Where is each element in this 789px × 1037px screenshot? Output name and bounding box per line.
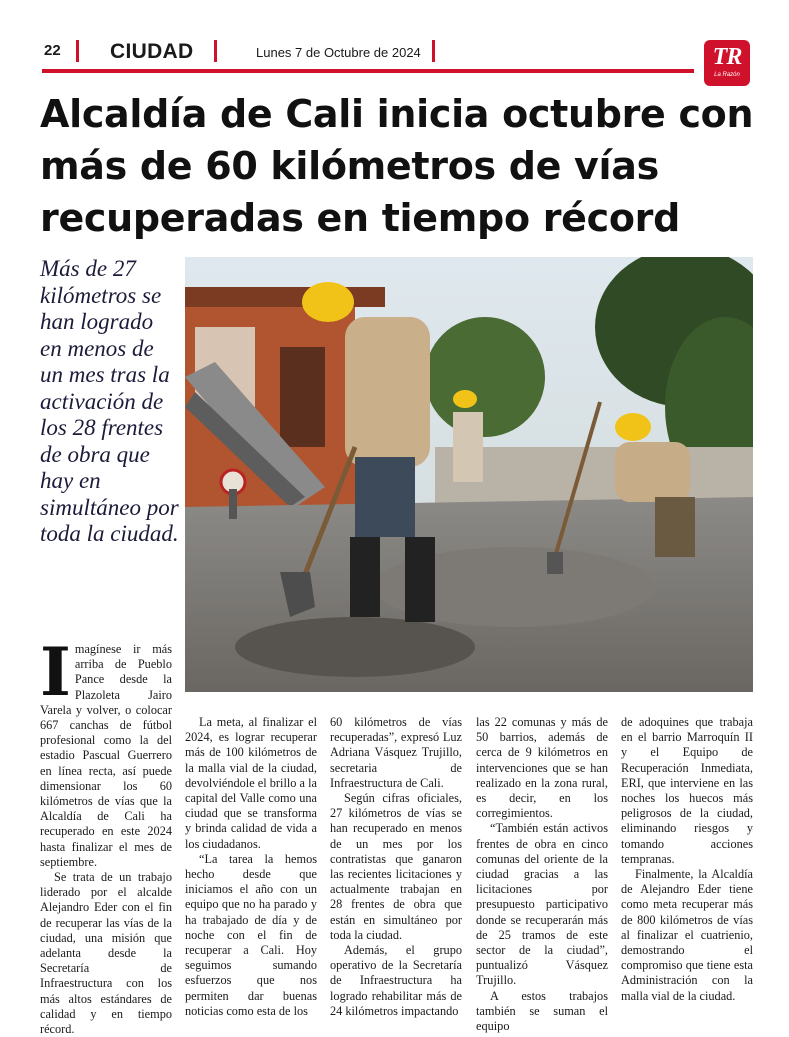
publication-logo: [704, 40, 750, 86]
header-divider: [214, 40, 217, 62]
article-lede: Más de 27 kilómetros se han logrado en menos de un mes tras la activación de los 28 frentes de obra que hay en simultáneo por toda la ciudad.: [40, 256, 179, 546]
article-paragraph: las 22 comunas y más de 50 barrios, además de cerca de 9 kilómetros en intervenciones que se han realizado en la zona rural, es decir, en los corregimientos.: [476, 715, 608, 821]
article-paragraph: magínese ir más arriba de Pueblo Pance desde la Plazoleta Jairo Varela y volver, o colocar 667 canchas de fútbol profesional como la del estadio Pascual Guerrero en línea recta, así puede dimensionar los 60 kilómetros de vías que la Alcaldía de Cali ha recuperado en este 2024 hasta finalizar el mes de septiembre.: [40, 642, 172, 869]
header-rule: [42, 69, 694, 73]
header-divider: [432, 40, 435, 62]
logo-mark: TR: [712, 44, 742, 70]
article-paragraph: A estos trabajos también se suman el equipo: [476, 988, 608, 1034]
article-paragraph: Según cifras oficiales, 27 kilómetros de vías se han recuperado en menos de un mes por los contratistas que ganaron las recientes licitaciones y actualmente trabajan en 28 frentes de obra que están en simultáneo por toda la ciudad.: [330, 791, 462, 942]
article-paragraph: “También están activos frentes de obra en cinco comunas del oriente de la ciudad gracias a las licitaciones por presupuesto participativo donde se recuperarán más de 25 tramos de este sector de la ciudad”, puntualizó Vásquez Trujillo.: [476, 821, 608, 988]
road-construction-photo-icon: [185, 257, 753, 692]
article-column-1: [40, 633, 172, 1037]
issue-date: Lunes 7 de Octubre de 2024: [256, 45, 421, 60]
article-paragraph: de adoquines que trabaja en el barrio Marroquín II y el Equipo de Recuperación Inmediata, ERI, que interviene en las noches los huecos más peligrosos de la ciudad, eliminando riesgos y tomando acciones tempranas.: [621, 715, 753, 866]
article-column-4: [476, 715, 608, 1034]
article-paragraph: Se trata de un trabajo liderado por el alcalde Alejandro Eder con el fin de recuperar las vías de la ciudad, una misión que adelanta desde la Secretaría de Infraestructura con los más altos estándares de calidad y en tiempo récord.: [40, 870, 172, 1037]
article-headline: Alcaldía de Cali inicia octubre con más de 60 kilómetros de vías recuperadas en tiempo récord: [40, 92, 754, 240]
article-paragraph: Finalmente, la Alcaldía de Alejandro Eder tiene como meta recuperar más de 800 kilómetros de vías al finalizar el cuatrienio, demostrando el compromiso que tiene esta Administración con la malla vial de la ciudad.: [621, 867, 753, 1003]
article-paragraph: 60 kilómetros de vías recuperadas”, expresó Luz Adriana Vásquez Trujillo, secretaria de Infraestructura de Cali.: [330, 715, 462, 790]
article-column-3: [330, 715, 462, 1019]
page-number: 22: [44, 42, 61, 59]
article-paragraph: La meta, al finalizar el 2024, es lograr recuperar más de 100 kilómetros de la malla vial de la ciudad, devolviéndole el brillo a la capital del Valle como una ciudad que se transforma y brinda calidad de vida a los ciudadanos.: [185, 715, 317, 851]
drop-cap: I: [40, 633, 71, 711]
page-header: [0, 0, 789, 90]
logo-subtext: La Razón: [714, 72, 740, 78]
article-column-5: [621, 715, 753, 1004]
article-column-2: [185, 715, 317, 1019]
section-title: CIUDAD: [110, 40, 194, 63]
article-photo: [185, 257, 753, 692]
article-paragraph: Además, el grupo operativo de la Secretaría de Infraestructura ha logrado rehabilitar más de 24 kilómetros impactando: [330, 943, 462, 1018]
header-divider: [76, 40, 79, 62]
article-paragraph: “La tarea la hemos hecho desde que iniciamos el año con un equipo que no ha parado y ha trabajado de día y de noche con el fin de recuperar a Cali. Hoy seguimos sumando esfuerzos que nos permiten dar buenas noticias como esta de los: [185, 851, 317, 1018]
